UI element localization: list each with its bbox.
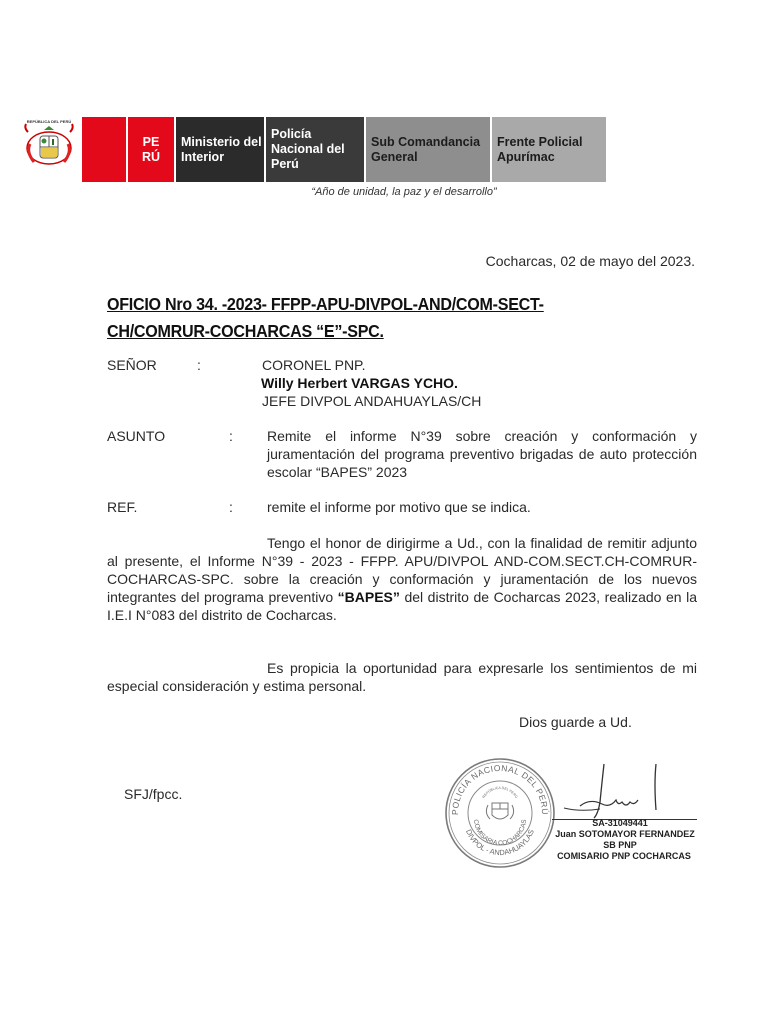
header-policia-block: Policía Nacional del Perú: [266, 117, 364, 182]
body-p1-before: Tengo el honor de dirigirme a Ud., con la finalidad de remitir adjunto al presente, el Informe N°39 - 2023 - FFPP. APU/DIVPOL AND-COM.SECT.CH-COMRUR-COCHARCAS-SPC. sobre la creación y conformación y juramentación de los nuevos integrantes del programa preventivo: [107, 535, 697, 605]
recipient-rank: CORONEL PNP.: [262, 357, 366, 373]
reference-initials: SFJ/fpcc.: [124, 786, 183, 802]
header-peru-text: PERÚ: [141, 134, 161, 164]
stamp-bottom-text: DIVPOL - ANDAHUAYLAS: [464, 828, 536, 858]
crest-label: REPÚBLICA DEL PERÚ: [26, 119, 72, 124]
header-subcomandancia-block: Sub Comandancia General: [366, 117, 490, 182]
svg-text:REPÚBLICA DEL PERÚ: [482, 786, 519, 799]
asunto-text: Remite el informe N°39 sobre creación y conformación y juramentación del programa preventivo brigadas de auto protección escolar “BAPES” 2023: [267, 428, 697, 480]
document-title: OFICIO Nro 34. -2023- FFPP-APU-DIVPOL-AND/COM-SECT-CH/COMRUR-COCHARCAS “E”-SPC.: [107, 294, 544, 341]
body-paragraph-2: Es propicia la oportunidad para expresarle los sentimientos de mi especial consideración y estima personal.: [107, 660, 697, 694]
header-frente-block: Frente Policial Apurímac: [492, 117, 606, 182]
signer-rank: SB PNP: [603, 840, 637, 850]
asunto-colon: :: [229, 428, 233, 444]
document-date: Cocharcas, 02 de mayo del 2023.: [485, 253, 695, 269]
asunto-label: ASUNTO: [107, 428, 166, 444]
year-motto: “Año de unidad, la paz y el desarrollo”: [311, 186, 497, 198]
ref-text: remite el informe por motivo que se indica.: [267, 499, 531, 515]
recipient-position: JEFE DIVPOL ANDAHUAYLAS/CH: [262, 393, 482, 409]
signer-role: COMISARIO PNP COCHARCAS: [557, 851, 691, 861]
signer-name: Juan SOTOMAYOR FERNANDEZ: [555, 829, 695, 839]
bapes-bold: “BAPES”: [337, 589, 400, 605]
body-p1-after: del distrito de Cocharcas 2023, realizado en la I.E.I N°083 del distrito de Cocharcas.: [107, 589, 697, 623]
stamp-small-text: REPÚBLICA DEL PERÚ: [481, 785, 519, 799]
header-red-block: [82, 117, 126, 182]
senor-colon: :: [197, 357, 201, 373]
ref-label: REF.: [107, 499, 138, 515]
stamp-inner-text: COMISARIA COCHARCAS: [471, 819, 529, 848]
signer-cip: SA-31049441: [592, 818, 648, 828]
header-peru-block: [128, 117, 174, 182]
recipient-name: Willy Herbert VARGAS YCHO.: [261, 375, 458, 391]
senor-label: SEÑOR: [107, 357, 157, 373]
body-paragraph-1: [107, 534, 697, 624]
ref-colon: :: [229, 499, 233, 515]
handwritten-signature: [560, 762, 670, 822]
police-seal-stamp: [444, 757, 556, 869]
closing-phrase: Dios guarde a Ud.: [519, 714, 632, 730]
peru-coat-of-arms-logo: [22, 118, 76, 172]
stamp-outer-text: POLICÍA NACIONAL DEL PERÚ: [449, 762, 551, 816]
header-ministerio-block: Ministerio del Interior: [176, 117, 264, 182]
